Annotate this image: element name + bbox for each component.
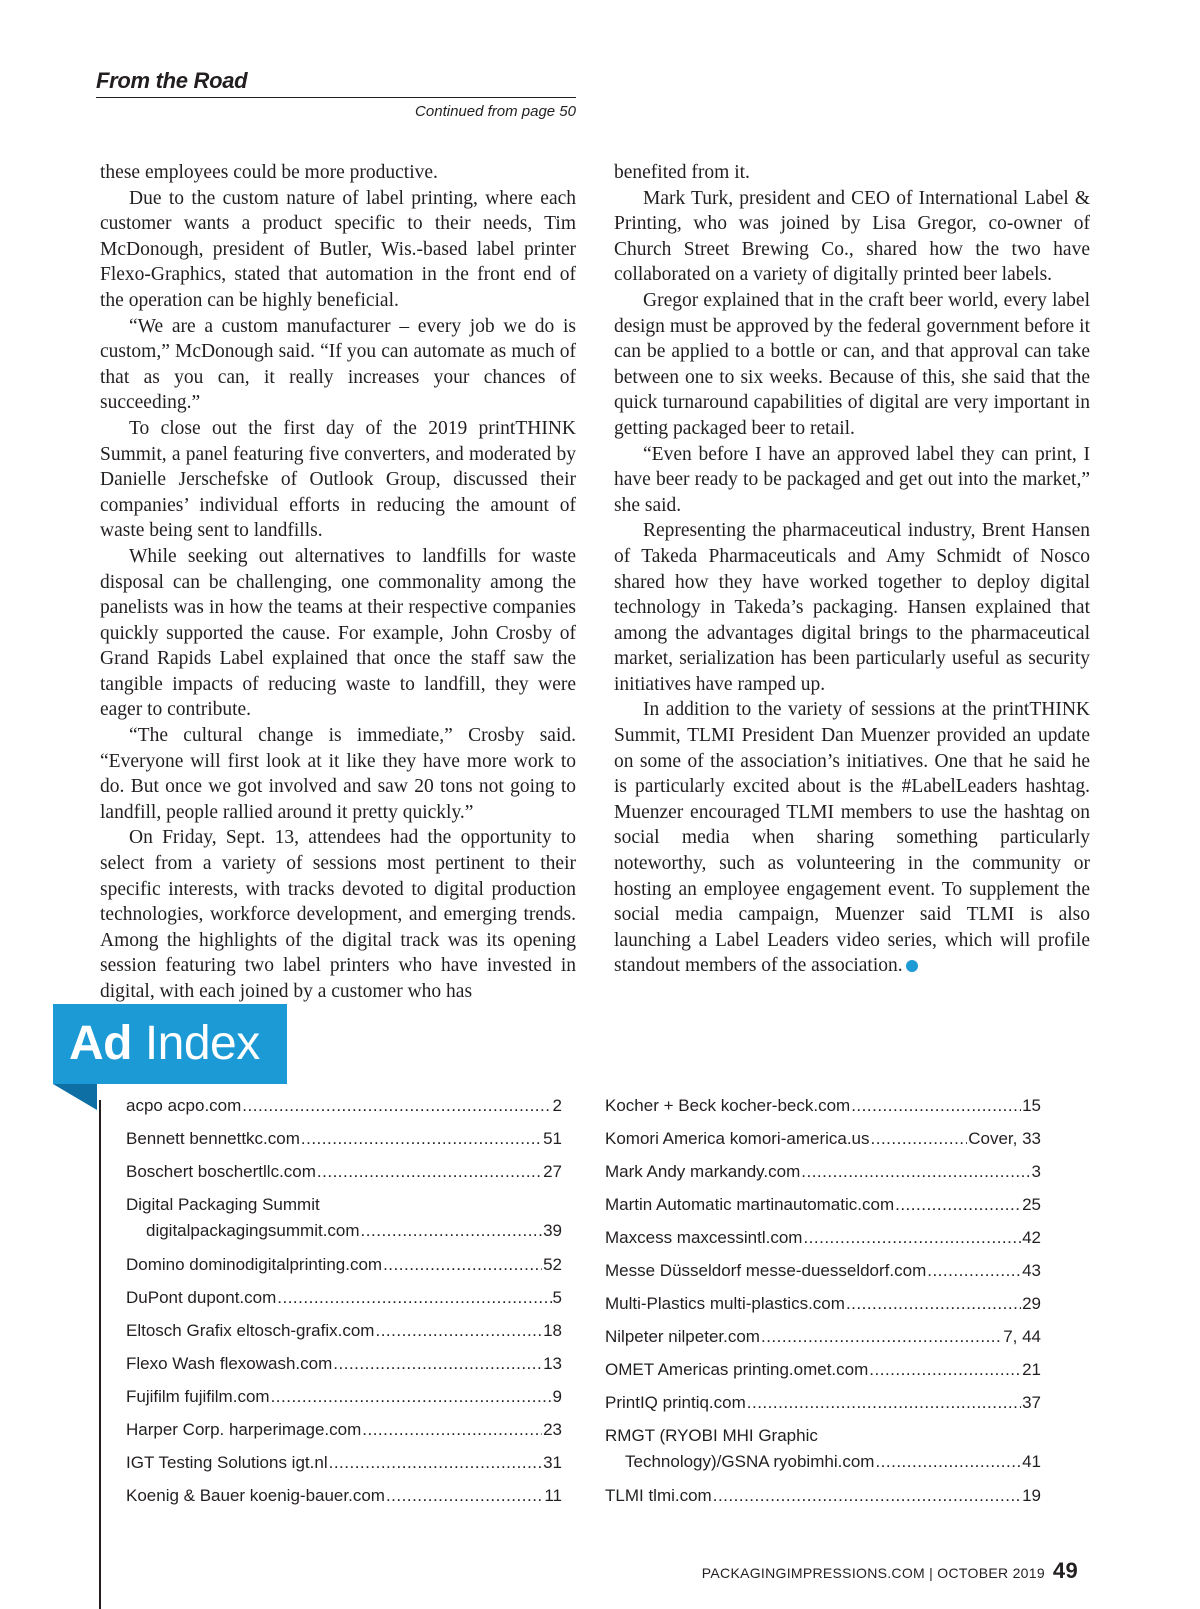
- ad-page-number: 52: [543, 1255, 562, 1274]
- paragraph: “The cultural change is immediate,” Crosby said. “Everyone will first look at it like they have more work to do. But once we got involved and saw 20 tons not going to landfill, people rallied around it pretty quickly.”: [100, 725, 576, 823]
- article-column-left: [100, 160, 576, 1005]
- ad-page-number: 43: [1022, 1261, 1041, 1280]
- paragraph: On Friday, Sept. 13, attendees had the opportunity to select from a variety of sessions most pertinent to their specific interests, with tracks devoted to digital production technologies, workforce development, and emerging trends. Among the highlights of the digital track was its opening session featuring two label printers who have invested in digital, with each joined by a customer who has: [100, 827, 576, 1002]
- dot-leader: [851, 1096, 1021, 1116]
- ad-index-entry: [605, 1486, 1041, 1519]
- dot-leader: [361, 1221, 543, 1241]
- dot-leader: [375, 1321, 542, 1341]
- ad-index-entry: [605, 1228, 1041, 1261]
- dot-leader: [846, 1294, 1021, 1314]
- dot-leader: [383, 1255, 542, 1275]
- dot-leader: [803, 1228, 1021, 1248]
- ad-page-number: 21: [1022, 1360, 1041, 1379]
- advertiser-line-2: [605, 1452, 1041, 1481]
- ad-index-entry: [126, 1354, 562, 1387]
- ad-index-entry: [605, 1426, 1041, 1481]
- ad-index-entry: [605, 1261, 1041, 1294]
- ad-index-entry: [126, 1255, 562, 1288]
- ad-index-title-light: Index: [144, 1017, 260, 1070]
- ad-index-entry: [605, 1129, 1041, 1162]
- ad-index-list-right: [605, 1096, 1041, 1519]
- dot-leader: [301, 1129, 542, 1149]
- ad-index-entry: [605, 1327, 1041, 1360]
- ad-index-entry: [126, 1096, 562, 1129]
- ad-page-number: 19: [1022, 1486, 1041, 1505]
- ad-index-entry: [605, 1195, 1041, 1228]
- ad-page-number: 27: [543, 1162, 562, 1181]
- paragraph: While seeking out alternatives to landfills for waste disposal can be challenging, one commonality among the panelists was in how the teams at their respective companies quickly supported the cause. For example, John Crosby of Grand Rapids Label explained that once the staff saw the tangible impacts of reducing waste to landfill, they were eager to contribute.: [100, 545, 576, 721]
- advertiser-name: Fujifilm fujifilm.com: [126, 1387, 270, 1406]
- page-number: 49: [1052, 1558, 1078, 1583]
- article-column-right: [614, 160, 1090, 979]
- paragraph: “Even before I have an approved label they can print, I have beer ready to be packaged and get out into the market,” she said.: [614, 443, 1090, 516]
- advertiser-name: Multi-Plastics multi-plastics.com: [605, 1294, 845, 1313]
- dot-leader: [927, 1261, 1021, 1281]
- dot-leader: [362, 1420, 542, 1440]
- ad-index-entry: [126, 1387, 562, 1420]
- paragraph: To close out the first day of the 2019 printTHINK Summit, a panel featuring five converters, and moderated by Danielle Jerschefske of Outlook Group, discussed their companies’ individual efforts in reducing the amount of waste being sent to landfills.: [100, 417, 576, 542]
- paragraph: Gregor explained that in the craft beer world, every label design must be approved by the federal government before it can be applied to a bottle or can, and that approval can take between one to six weeks. Because of this, she said that the quick turnaround capabilities of digital are very important in getting packaged beer to retail.: [614, 289, 1090, 439]
- advertiser-name: Flexo Wash flexowash.com: [126, 1354, 333, 1373]
- ad-page-number: 15: [1022, 1096, 1041, 1115]
- advertiser-name: PrintIQ printiq.com: [605, 1393, 746, 1412]
- end-of-article-dot-icon: [906, 960, 918, 972]
- continued-note: Continued from page 50: [415, 103, 576, 120]
- ad-index-entry: [126, 1486, 562, 1519]
- ad-page-number: 25: [1022, 1195, 1041, 1214]
- ad-page-number: 7, 44: [1003, 1327, 1041, 1346]
- advertiser-name: Bennett bennettkc.com: [126, 1129, 300, 1148]
- advertiser-name: Kocher + Beck kocher-beck.com: [605, 1096, 851, 1115]
- ad-index-title-bold: Ad: [69, 1017, 132, 1070]
- dot-leader: [895, 1195, 1021, 1215]
- advertiser-name: Digital Packaging Summit: [126, 1195, 320, 1214]
- footer-site-date: PACKAGINGIMPRESSIONS.COM | OCTOBER 2019: [701, 1565, 1045, 1581]
- paragraph: [614, 697, 1090, 979]
- ad-index-entry: [126, 1321, 562, 1354]
- advertiser-name: Eltosch Grafix eltosch-grafix.com: [126, 1321, 375, 1340]
- advertiser-name: Koenig & Bauer koenig-bauer.com: [126, 1486, 385, 1505]
- ad-index-entry: [605, 1393, 1041, 1426]
- advertiser-name: Harper Corp. harperimage.com: [126, 1420, 362, 1439]
- dot-leader: [713, 1486, 1021, 1506]
- dot-leader: [333, 1354, 542, 1374]
- ad-page-number: 11: [544, 1486, 562, 1505]
- left-margin-rule: [99, 1100, 101, 1609]
- ad-page-number: 2: [552, 1096, 562, 1115]
- dot-leader: [875, 1452, 1021, 1472]
- paragraph: Representing the pharmaceutical industry, Brent Hansen of Takeda Pharmaceuticals and Amy Schmidt of Nosco shared how they have worked together to deploy digital technology in Takeda’s packaging. Hansen explained that among the advantages digital brings to the pharmaceutical market, serialization has been particularly useful as security initiatives have ramped up.: [614, 520, 1090, 695]
- ad-page-number: 31: [543, 1453, 562, 1472]
- paragraph-text: In addition to the variety of sessions at the printTHINK Summit, TLMI President Dan Muenzer provided an update on some of the association’s initiatives. One that he said he is particularly excited about is the #LabelLeaders hashtag. Muenzer encouraged TLMI members to use the hashtag on social media when sharing something particularly noteworthy, such as volunteering in the community or hosting an employee engagement event. To supplement the social media campaign, Muenzer said TLMI is also launching a Label Leaders video series, which will profile standout members of the association.: [614, 699, 1090, 977]
- ad-page-number: 39: [543, 1221, 562, 1240]
- ad-page-number: 23: [543, 1420, 562, 1439]
- ad-index-entry: [126, 1453, 562, 1486]
- paragraph: Mark Turk, president and CEO of International Label & Printing, who was joined by Lisa Gregor, co-owner of Church Street Brewing Co., shared how the two have collaborated on a variety of digitally printed beer labels.: [614, 187, 1090, 286]
- dot-leader: [271, 1387, 552, 1407]
- ad-index-title: [53, 1004, 287, 1084]
- advertiser-name: IGT Testing Solutions igt.nl: [126, 1453, 328, 1472]
- paragraph: benefited from it.: [614, 162, 750, 183]
- ad-page-number: 9: [552, 1387, 562, 1406]
- ad-page-number: 18: [543, 1321, 562, 1340]
- dot-leader: [801, 1162, 1030, 1182]
- advertiser-line-2: [126, 1221, 562, 1250]
- ad-index-entry: [605, 1360, 1041, 1393]
- advertiser-name: DuPont dupont.com: [126, 1288, 277, 1307]
- ad-index-entry: [126, 1195, 562, 1250]
- page-footer: [702, 1558, 1078, 1584]
- ad-page-number: 5: [552, 1288, 562, 1307]
- paragraph: “We are a custom manufacturer – every job we do is custom,” McDonough said. “If you can automate as much of that as you can, it really increases your chances of succeeding.”: [100, 315, 576, 414]
- ad-page-number: 41: [1022, 1452, 1041, 1471]
- section-header: [96, 68, 576, 120]
- ad-index-list-left: [126, 1096, 562, 1519]
- advertiser-url: digitalpackagingsummit.com: [146, 1221, 360, 1240]
- advertiser-name: OMET Americas printing.omet.com: [605, 1360, 869, 1379]
- advertiser-name: Maxcess maxcessintl.com: [605, 1228, 803, 1247]
- ad-index-entry: [126, 1162, 562, 1195]
- ad-index-entry: [605, 1294, 1041, 1327]
- paragraph: these employees could be more productive.: [100, 162, 438, 183]
- dot-leader: [869, 1360, 1021, 1380]
- ad-page-number: Cover, 33: [968, 1129, 1041, 1148]
- advertiser-name: Martin Automatic martinautomatic.com: [605, 1195, 895, 1214]
- advertiser-name: Mark Andy markandy.com: [605, 1162, 801, 1181]
- ad-page-number: 13: [543, 1354, 562, 1373]
- advertiser-name: Boschert boschertllc.com: [126, 1162, 316, 1181]
- ad-index-entry: [126, 1129, 562, 1162]
- ad-index-entry: [605, 1162, 1041, 1195]
- advertiser-name: Nilpeter nilpeter.com: [605, 1327, 760, 1346]
- dot-leader: [242, 1096, 551, 1116]
- advertiser-name: Messe Düsseldorf messe-duesseldorf.com: [605, 1261, 927, 1280]
- dot-leader: [277, 1288, 551, 1308]
- ad-page-number: 42: [1022, 1228, 1041, 1247]
- advertiser-name: TLMI tlmi.com: [605, 1486, 712, 1505]
- dot-leader: [761, 1327, 1002, 1347]
- section-title: From the Road: [96, 68, 576, 98]
- ad-page-number: 37: [1022, 1393, 1041, 1412]
- ad-index-entry: [126, 1288, 562, 1321]
- dot-leader: [317, 1162, 542, 1182]
- dot-leader: [386, 1486, 543, 1506]
- ad-page-number: 29: [1022, 1294, 1041, 1313]
- ad-index-tab-fold: [53, 1084, 97, 1110]
- paragraph: Due to the custom nature of label printing, where each customer wants a product specific to their needs, Tim McDonough, president of Butler, Wis.-based label printer Flexo-Graphics, stated that automation in the front end of the operation can be highly beneficial.: [100, 187, 576, 311]
- advertiser-name: RMGT (RYOBI MHI Graphic: [605, 1426, 818, 1445]
- advertiser-url: Technology)/GSNA ryobimhi.com: [625, 1452, 875, 1471]
- ad-index-entry: [126, 1420, 562, 1453]
- advertiser-name: Domino dominodigitalprinting.com: [126, 1255, 383, 1274]
- dot-leader: [871, 1129, 968, 1149]
- advertiser-name: acpo acpo.com: [126, 1096, 242, 1115]
- ad-page-number: 3: [1031, 1162, 1041, 1181]
- ad-index-entry: [605, 1096, 1041, 1129]
- dot-leader: [747, 1393, 1021, 1413]
- ad-page-number: 51: [543, 1129, 562, 1148]
- advertiser-name: Komori America komori-america.us: [605, 1129, 870, 1148]
- dot-leader: [329, 1453, 542, 1473]
